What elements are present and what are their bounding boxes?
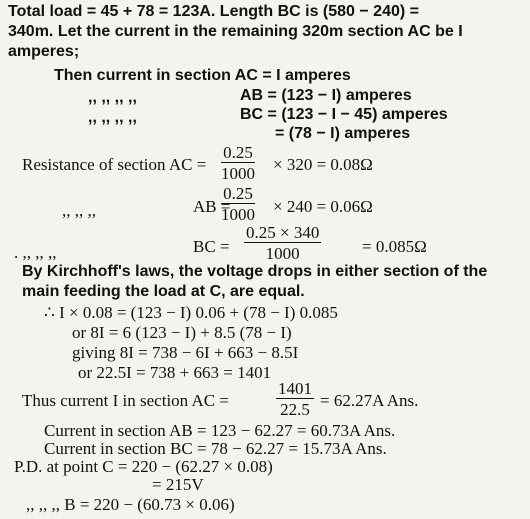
text-resistance-bc-result: = 0.085Ω — [362, 237, 427, 256]
fraction-denominator: 1000 — [221, 205, 255, 224]
ditto-marks: ,, ,, ,, ,, — [88, 89, 137, 106]
text-line-main-feeding: main feeding the load at C, are equal. — [22, 283, 305, 300]
ditto-marks: . ,, ,, ,, — [14, 243, 57, 262]
fraction-numerator: 0.25 — [221, 144, 255, 163]
fraction-numerator: 0.25 × 340 — [246, 223, 320, 242]
fraction-numerator: 1401 — [278, 379, 312, 398]
text-resistance-ab-label: AB = — [193, 197, 231, 216]
text-thus-current-label: Thus current I in section AC = — [22, 391, 229, 410]
fraction-resistance-ab — [221, 185, 255, 223]
equation-line: or 22.5I = 738 + 663 = 1401 — [78, 363, 272, 382]
text-line-current-bc-simplified: = (78 − I) amperes — [275, 125, 411, 142]
result-line-bc: Current in section BC = 78 − 62.27 = 15.73A Ans. — [44, 439, 387, 458]
equation-line: or 8I = 6 (123 − I) + 8.5 (78 − I) — [72, 323, 292, 342]
equation-line: giving 8I = 738 − 6I + 663 − 8.5I — [72, 343, 299, 362]
text-line-current-bc: BC = (123 − I − 45) amperes — [240, 106, 448, 123]
text-resistance-ab-result: × 240 = 0.06Ω — [273, 197, 373, 216]
fraction-resistance-ac — [221, 144, 255, 182]
ditto-marks: ,, ,, ,, — [62, 201, 96, 220]
pd-line-b: ,, ,, ,, B = 220 − (60.73 × 0.06) — [26, 495, 235, 514]
fraction-numerator: 0.25 — [221, 185, 255, 204]
fraction-denominator: 1000 — [221, 164, 255, 183]
text-line-total-load: Total load = 45 + 78 = 123A. Length BC is (580 − 240) = — [8, 3, 419, 20]
fraction-denominator: 1000 — [265, 244, 300, 263]
text-resistance-ac-result: × 320 = 0.08Ω — [273, 155, 373, 174]
pd-line-c: P.D. at point C = 220 − (62.27 × 0.08) — [14, 457, 273, 476]
fraction-denominator: 22.5 — [280, 400, 310, 419]
fraction-resistance-bc — [244, 224, 321, 262]
text-line-kirchhoff: By Kirchhoff's laws, the voltage drops in either section of the — [22, 263, 488, 280]
text-line-amperes: amperes; — [8, 43, 80, 60]
text-resistance-ac-label: Resistance of section AC = — [22, 155, 207, 174]
text-line-current-ac: Then current in section AC = I amperes — [54, 67, 351, 84]
equation-line: ∴ I × 0.08 = (123 − I) 0.06 + (78 − I) 0.085 — [44, 303, 338, 322]
text-line-section-ac: 340m. Let the current in the remaining 320m section AC be I — [8, 23, 463, 40]
pd-line-c-result: = 215V — [152, 475, 204, 494]
text-resistance-bc-label: BC = — [193, 237, 230, 256]
result-line-ab: Current in section AB = 123 − 62.27 = 60.73A Ans. — [44, 421, 396, 440]
fraction-current-ac — [276, 380, 314, 418]
text-line-current-ab: AB = (123 − I) amperes — [240, 87, 412, 104]
ditto-marks: ,, ,, ,, ,, — [88, 109, 137, 126]
text-thus-current-result: = 62.27A Ans. — [320, 391, 419, 410]
